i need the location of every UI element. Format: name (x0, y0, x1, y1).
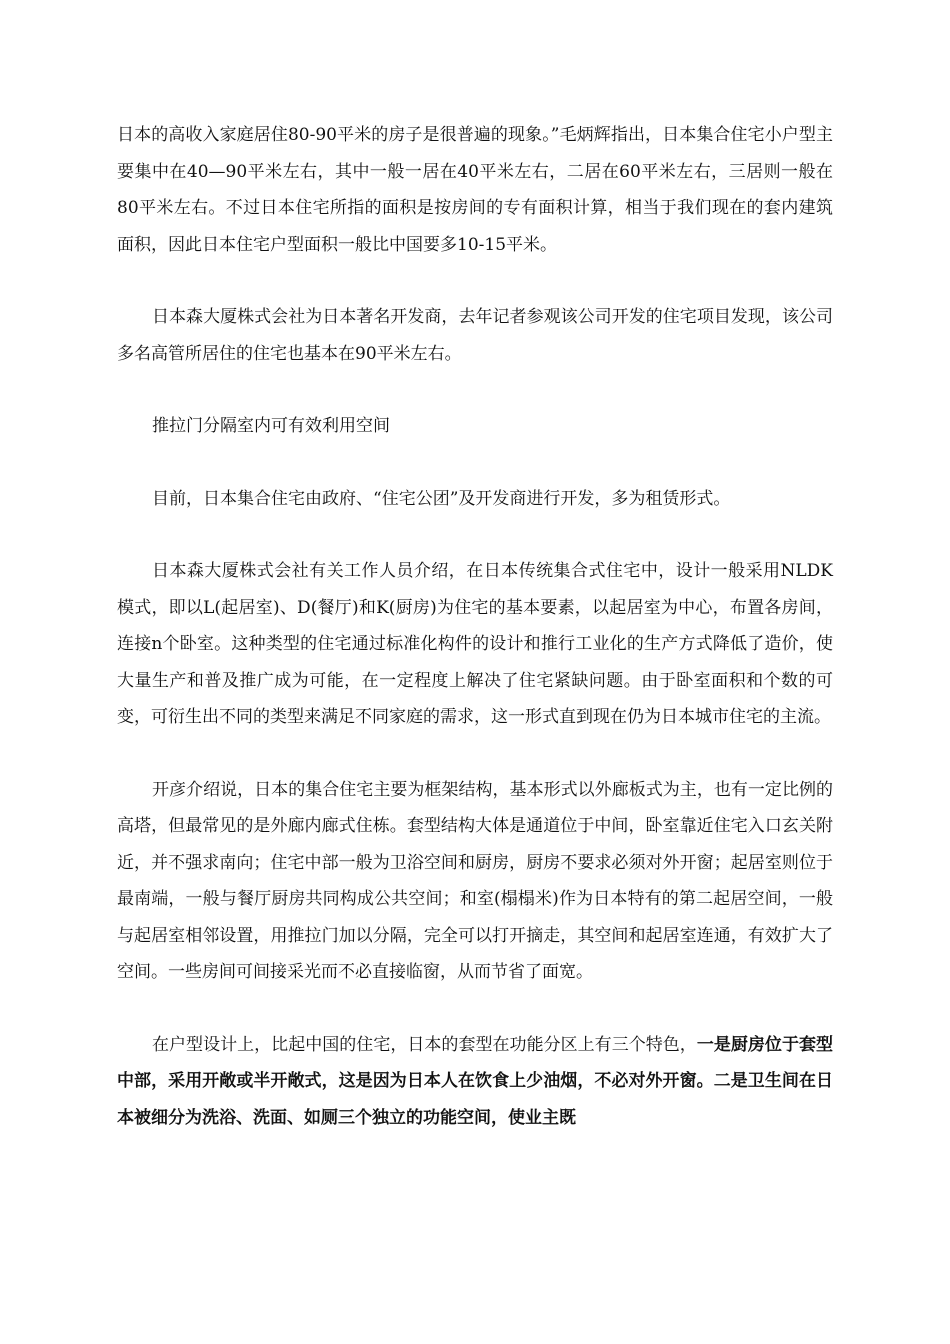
section-heading: 推拉门分隔室内可有效利用空间 (152, 416, 390, 436)
paragraph-1: 日本的高收入家庭居住80-90平米的房子是很普遍的现象。”毛炳辉指出，日本集合住宅小户型主要集中在40—90平米左右，其中一般一居在40平米左右，二居在60平米左右，三居则一般在80平米左右。不过日本住宅所指的面积是按房间的专有面积计算，相当于我们现在的套内建筑面积，因此日本住宅户型面积一般比中国要多10-15平米。 (117, 125, 833, 255)
paragraph-2: 日本森大厦株式会社为日本著名开发商，去年记者参观该公司开发的住宅项目发现，该公司多名高管所居住的住宅也基本在90平米左右。 (117, 307, 833, 364)
paragraph-6 (117, 1027, 833, 1137)
paragraph-6-plain: 在户型设计上，比起中国的住宅，日本的套型在功能分区上有三个特色， (152, 1034, 697, 1055)
paragraph-5: 开彦介绍说，日本的集合住宅主要为框架结构，基本形式以外廊板式为主，也有一定比例的高塔，但最常见的是外廊内廊式住栋。套型结构大体是通道位于中间，卧室靠近住宅入口玄关附近，并不强求南向；住宅中部一般为卫浴空间和厨房，厨房不要求必须对外开窗；起居室则位于最南端，一般与餐厅厨房共同构成公共空间；和室(榻榻米)作为日本特有的第二起居空间，一般与起居室相邻设置，用推拉门加以分隔，完全可以打开摘走，其空间和起居室连通，有效扩大了空间。一些房间可间接采光而不必直接临窗，从而节省了面宽。 (117, 779, 833, 982)
document-body (117, 117, 833, 1172)
paragraph-6-bold: 一是厨房位于套型中部，采用开敞或半开敞式，这是因为日本人在饮食上少油烟，不必对外开窗。二是卫生间在日本被细分为洗浴、洗面、如厕三个独立的功能空间，使业主既 (117, 1034, 834, 1128)
paragraph-4: 日本森大厦株式会社有关工作人员介绍，在日本传统集合式住宅中，设计一般采用NLDK模式，即以L(起居室)、D(餐厅)和K(厨房)为住宅的基本要素，以起居室为中心，布置各房间，连接n个卧室。这种类型的住宅通过标准化构件的设计和推行工业化的生产方式降低了造价，使大量生产和普及推广成为可能，在一定程度上解决了住宅紧缺问题。由于卧室面积和个数的可变，可衍生出不同的类型来满足不同家庭的需求，这一形式直到现在仍为日本城市住宅的主流。 (117, 561, 833, 727)
paragraph-3: 目前，日本集合住宅由政府、“住宅公团”及开发商进行开发，多为租赁形式。 (152, 488, 731, 509)
